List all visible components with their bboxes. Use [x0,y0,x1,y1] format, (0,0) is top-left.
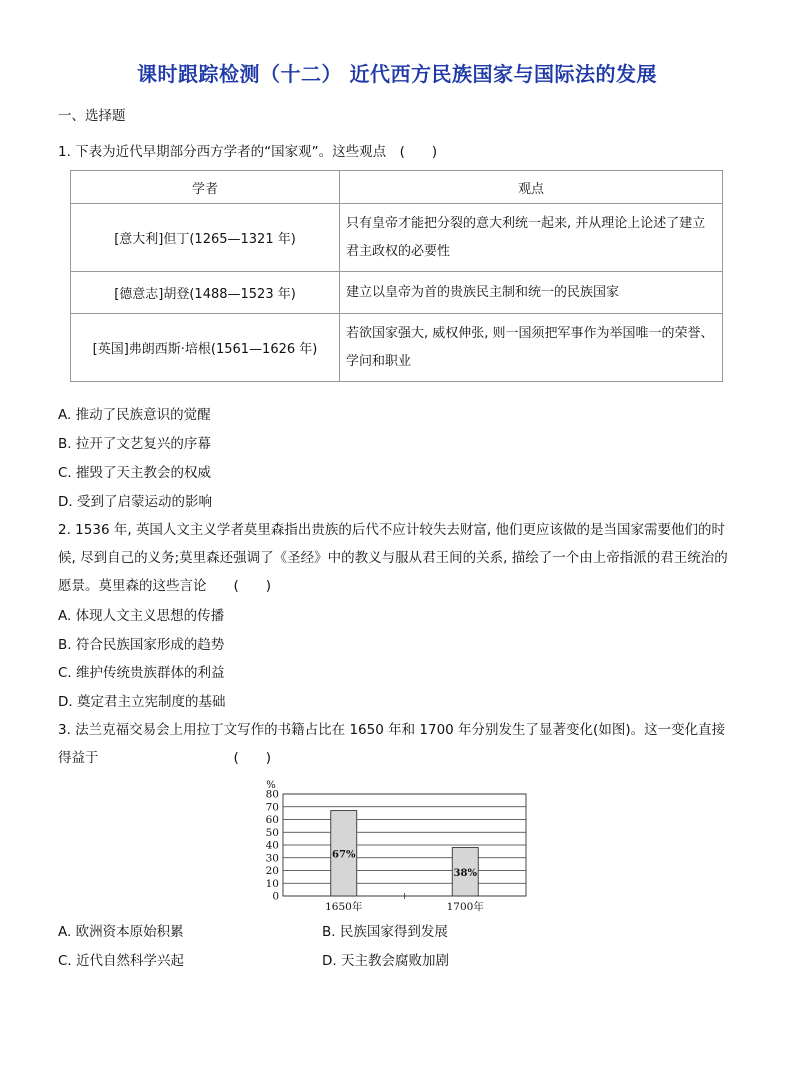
y-tick-label: 50 [265,826,279,839]
y-tick-label: 70 [265,801,279,814]
table-cell-scholar: [英国]弗朗西斯·培根(1561—1626 年) [71,314,340,382]
table-cell-scholar: [德意志]胡登(1488—1523 年) [71,272,340,314]
q3-option-d[interactable]: D. 天主教会腐败加剧 [322,953,449,969]
y-tick-label: 30 [265,852,279,865]
q2-option-c[interactable]: C. 维护传统贵族群体的利益 [58,665,225,681]
question-2-stem: 2. 1536 年, 英国人文主义学者莫里森指出贵族的后代不应计较失去财富, 他们更应该做的是当国家需要他们的时候, 尽到自己的义务;莫里森还强调了《圣经》中的教义与服从君王间的关系, 描绘了一个由上帝指派的君王统治的愿景。莫里森的这些言论 ( ) [58,522,728,594]
bar-value-label: 67% [332,849,356,861]
q1-option-a[interactable]: A. 推动了民族意识的觉醒 [58,407,211,423]
q2-option-b[interactable]: B. 符合民族国家形成的趋势 [58,637,225,653]
question-3-stem: 3. 法兰克福交易会上用拉丁文写作的书籍占比在 1650 年和 1700 年分别发生了显著变化(如图)。这一变化直接得益于 ( ) [58,722,726,766]
table-row [71,272,723,314]
q1-option-c[interactable]: C. 摧毁了天主教会的权威 [58,465,212,481]
x-category-label: 1650年 [325,901,363,913]
q3-option-a[interactable]: A. 欧洲资本原始积累 [58,924,184,940]
table-row [71,204,723,272]
q2-option-d[interactable]: D. 奠定君主立宪制度的基础 [58,694,226,710]
y-tick-label: 40 [265,839,279,852]
section-heading: 一、选择题 [58,108,126,124]
y-tick-label: 10 [265,877,279,890]
table-cell-scholar: [意大利]但丁(1265—1321 年) [71,204,340,272]
question-1-stem: 1. 下表为近代早期部分西方学者的“国家观”。这些观点 ( ) [58,144,438,160]
q2-option-a[interactable]: A. 体现人文主义思想的传播 [58,608,225,624]
y-tick-label: 20 [265,865,279,877]
column-header-view: 观点 [340,171,723,204]
table-cell-view: 只有皇帝才能把分裂的意大利统一起来, 并从理论上论述了建立君主政权的必要性 [340,204,723,272]
latin-books-bar-chart [250,776,540,916]
q3-option-b[interactable]: B. 民族国家得到发展 [322,924,448,940]
column-header-scholar: 学者 [71,171,340,204]
y-tick-label: 0 [272,890,279,903]
table-cell-view: 若欲国家强大, 威权伸张, 则一国须把军事作为举国唯一的荣誉、学问和职业 [340,314,723,382]
q1-option-d[interactable]: D. 受到了启蒙运动的影响 [58,494,212,510]
q3-option-c[interactable]: C. 近代自然科学兴起 [58,953,185,969]
q1-option-b[interactable]: B. 拉开了文艺复兴的序幕 [58,436,211,452]
page-title: 课时跟踪检测（十二） 近代西方民族国家与国际法的发展 [137,62,657,86]
table-cell-view: 建立以皇帝为首的贵族民主制和统一的民族国家 [340,272,723,314]
x-category-label: 1700年 [446,901,484,913]
y-axis-unit-label: % [266,780,276,791]
scholar-views-table [70,170,723,382]
table-row [71,314,723,382]
y-tick-label: 80 [265,788,279,801]
y-tick-label: 60 [265,814,279,826]
bar-value-label: 38% [453,867,477,879]
table-header-row [71,171,723,204]
